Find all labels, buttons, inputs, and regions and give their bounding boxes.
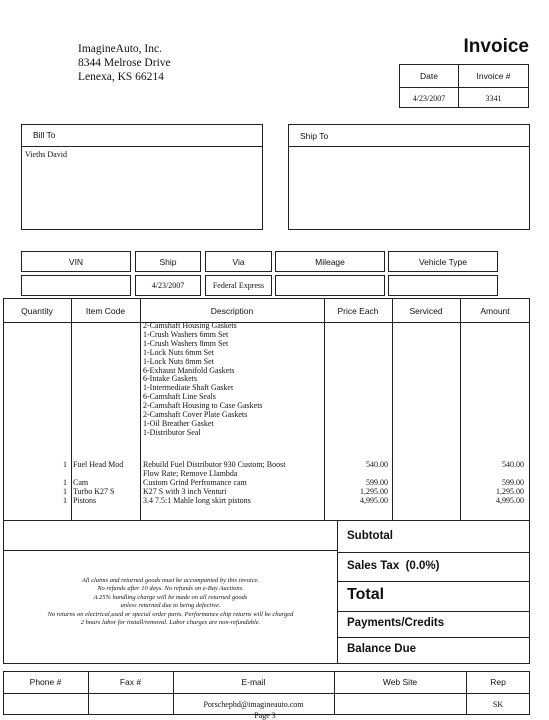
line-items (3, 461, 530, 505)
price-cell: 1,295.00 (360, 486, 388, 496)
via-label: Via (232, 257, 245, 267)
item-code-cell: Pistons (73, 495, 97, 505)
item-code-cell: Turbo K27 S (73, 486, 115, 496)
qty-cell: 1 (63, 486, 67, 496)
invoice-meta-box (399, 64, 529, 108)
mileage-label: Mileage (315, 257, 345, 267)
price-each-header: Price Each (337, 306, 379, 316)
company-address-line1: 8344 Melrose Drive (78, 57, 171, 69)
subtotal-label: Subtotal (347, 530, 393, 542)
sales-tax-label: Sales Tax (0.0%) (347, 560, 440, 572)
company-address-line2: Lenexa, KS 66214 (78, 71, 164, 83)
vin-label: VIN (68, 257, 84, 267)
list-item: 2-Camshaft Housing Gaskets (143, 321, 237, 330)
spacer-box (3, 520, 338, 551)
list-item: 6-Intake Gaskets (143, 374, 197, 384)
description-cell: Custom Grind Perfromance cam (143, 477, 247, 487)
quantity-header: Quantity (21, 306, 53, 316)
balance-due-label: Balance Due (347, 643, 417, 655)
description-header: Description (210, 306, 254, 316)
payments-credits-label: Payments/Credits (347, 617, 445, 629)
price-cell: 540.00 (366, 460, 388, 469)
email-value: Porschephd@imagineauto.com (203, 700, 304, 709)
price-cell: 4,995.00 (360, 495, 388, 505)
rep-label: Rep (490, 677, 506, 687)
ship-to-label: Ship To (300, 131, 329, 141)
amount-cell: 540.00 (502, 460, 524, 469)
qty-cell: 1 (63, 477, 67, 487)
table-row (3, 461, 530, 470)
bill-to-box (21, 124, 263, 230)
serviced-header: Serviced (409, 306, 443, 316)
invoice-number-label: Invoice # (476, 71, 511, 81)
bill-to-name: Vieths David (25, 150, 67, 159)
amount-cell: 4,995.00 (496, 495, 524, 505)
company-name: ImagineAuto, Inc. (78, 43, 162, 55)
date-label: Date (420, 71, 438, 81)
list-item: 1-Crush Washers 6mm Set (143, 329, 229, 339)
page-number: Page 3 (254, 711, 276, 720)
item-code-cell: Cam (73, 477, 89, 487)
total-label: Total (347, 586, 385, 603)
invoice-number: 3341 (485, 94, 502, 103)
list-item: 1-Oil Breather Gasket (143, 418, 214, 428)
list-item: 1-Lock Nuts 6mm Set (143, 347, 214, 357)
vehicle-type-label: Vehicle Type (418, 257, 468, 267)
description-cell: Flow Rate; Remove Llambda (143, 468, 238, 478)
rep-value: SK (492, 700, 504, 709)
list-item: 1-Distributor Seal (143, 427, 201, 437)
list-item: 2-Camshaft Cover Plate Gaskets (143, 410, 248, 420)
phone-label: Phone # (29, 677, 62, 687)
amount-cell: 1,295.00 (496, 486, 524, 496)
parts-list (143, 322, 323, 438)
price-cell: 599.00 (366, 477, 388, 487)
list-item: 1-Intermediate Shaft Gasket (143, 383, 234, 393)
item-code-cell: Fuel Head Mod (73, 460, 124, 469)
website-label: Web Site (382, 677, 418, 687)
ship-label: Ship (159, 257, 177, 267)
description-cell: K27 S with 3 inch Venturi (143, 486, 227, 496)
item-code-header: Item Code (85, 306, 126, 316)
table-row (3, 497, 530, 506)
bill-to-label: Bill To (33, 130, 56, 140)
list-item: 1-Crush Washers 8mm Set (143, 338, 229, 348)
company-address (78, 42, 171, 84)
notes: All claims and returned goods must be accompanied by this invoice. No refunds after 10 days. No refunds on e-Bay Auctions. A 25% handling charge will be made on all returned goods unless returned due to being defective. No returns on electrical,used or special order parts. Performance chip returns will be charged 2 hours labor for install/removal. Labor charges are non-refundable. (47, 577, 294, 627)
fax-label: Fax # (119, 677, 142, 687)
list-item: 2-Camshaft Housing to Case Gaskets (143, 401, 263, 411)
amount-cell: 599.00 (502, 477, 524, 487)
description-cell: Rebuild Fuel Distributor 930 Custom; Boost (143, 460, 286, 469)
via-value: Federal Express (212, 281, 265, 290)
ship-date-value: 4/23/2007 (151, 281, 185, 290)
email-label: E-mail (241, 677, 266, 687)
list-item: 6-Exhaust Manifold Gaskets (143, 365, 235, 375)
qty-cell: 1 (63, 460, 67, 469)
invoice-date: 4/23/2007 (412, 94, 446, 103)
document-title: Invoice (463, 36, 529, 57)
amount-header: Amount (480, 306, 510, 316)
qty-cell: 1 (63, 495, 67, 505)
list-item: 6-Camshaft Line Seals (143, 392, 216, 402)
description-cell: 3.4 7.5:1 Mahle long skirt pistons (143, 495, 251, 505)
ship-to-box (288, 124, 530, 230)
list-item: 1-Lock Nuts 8mm Set (143, 356, 214, 366)
